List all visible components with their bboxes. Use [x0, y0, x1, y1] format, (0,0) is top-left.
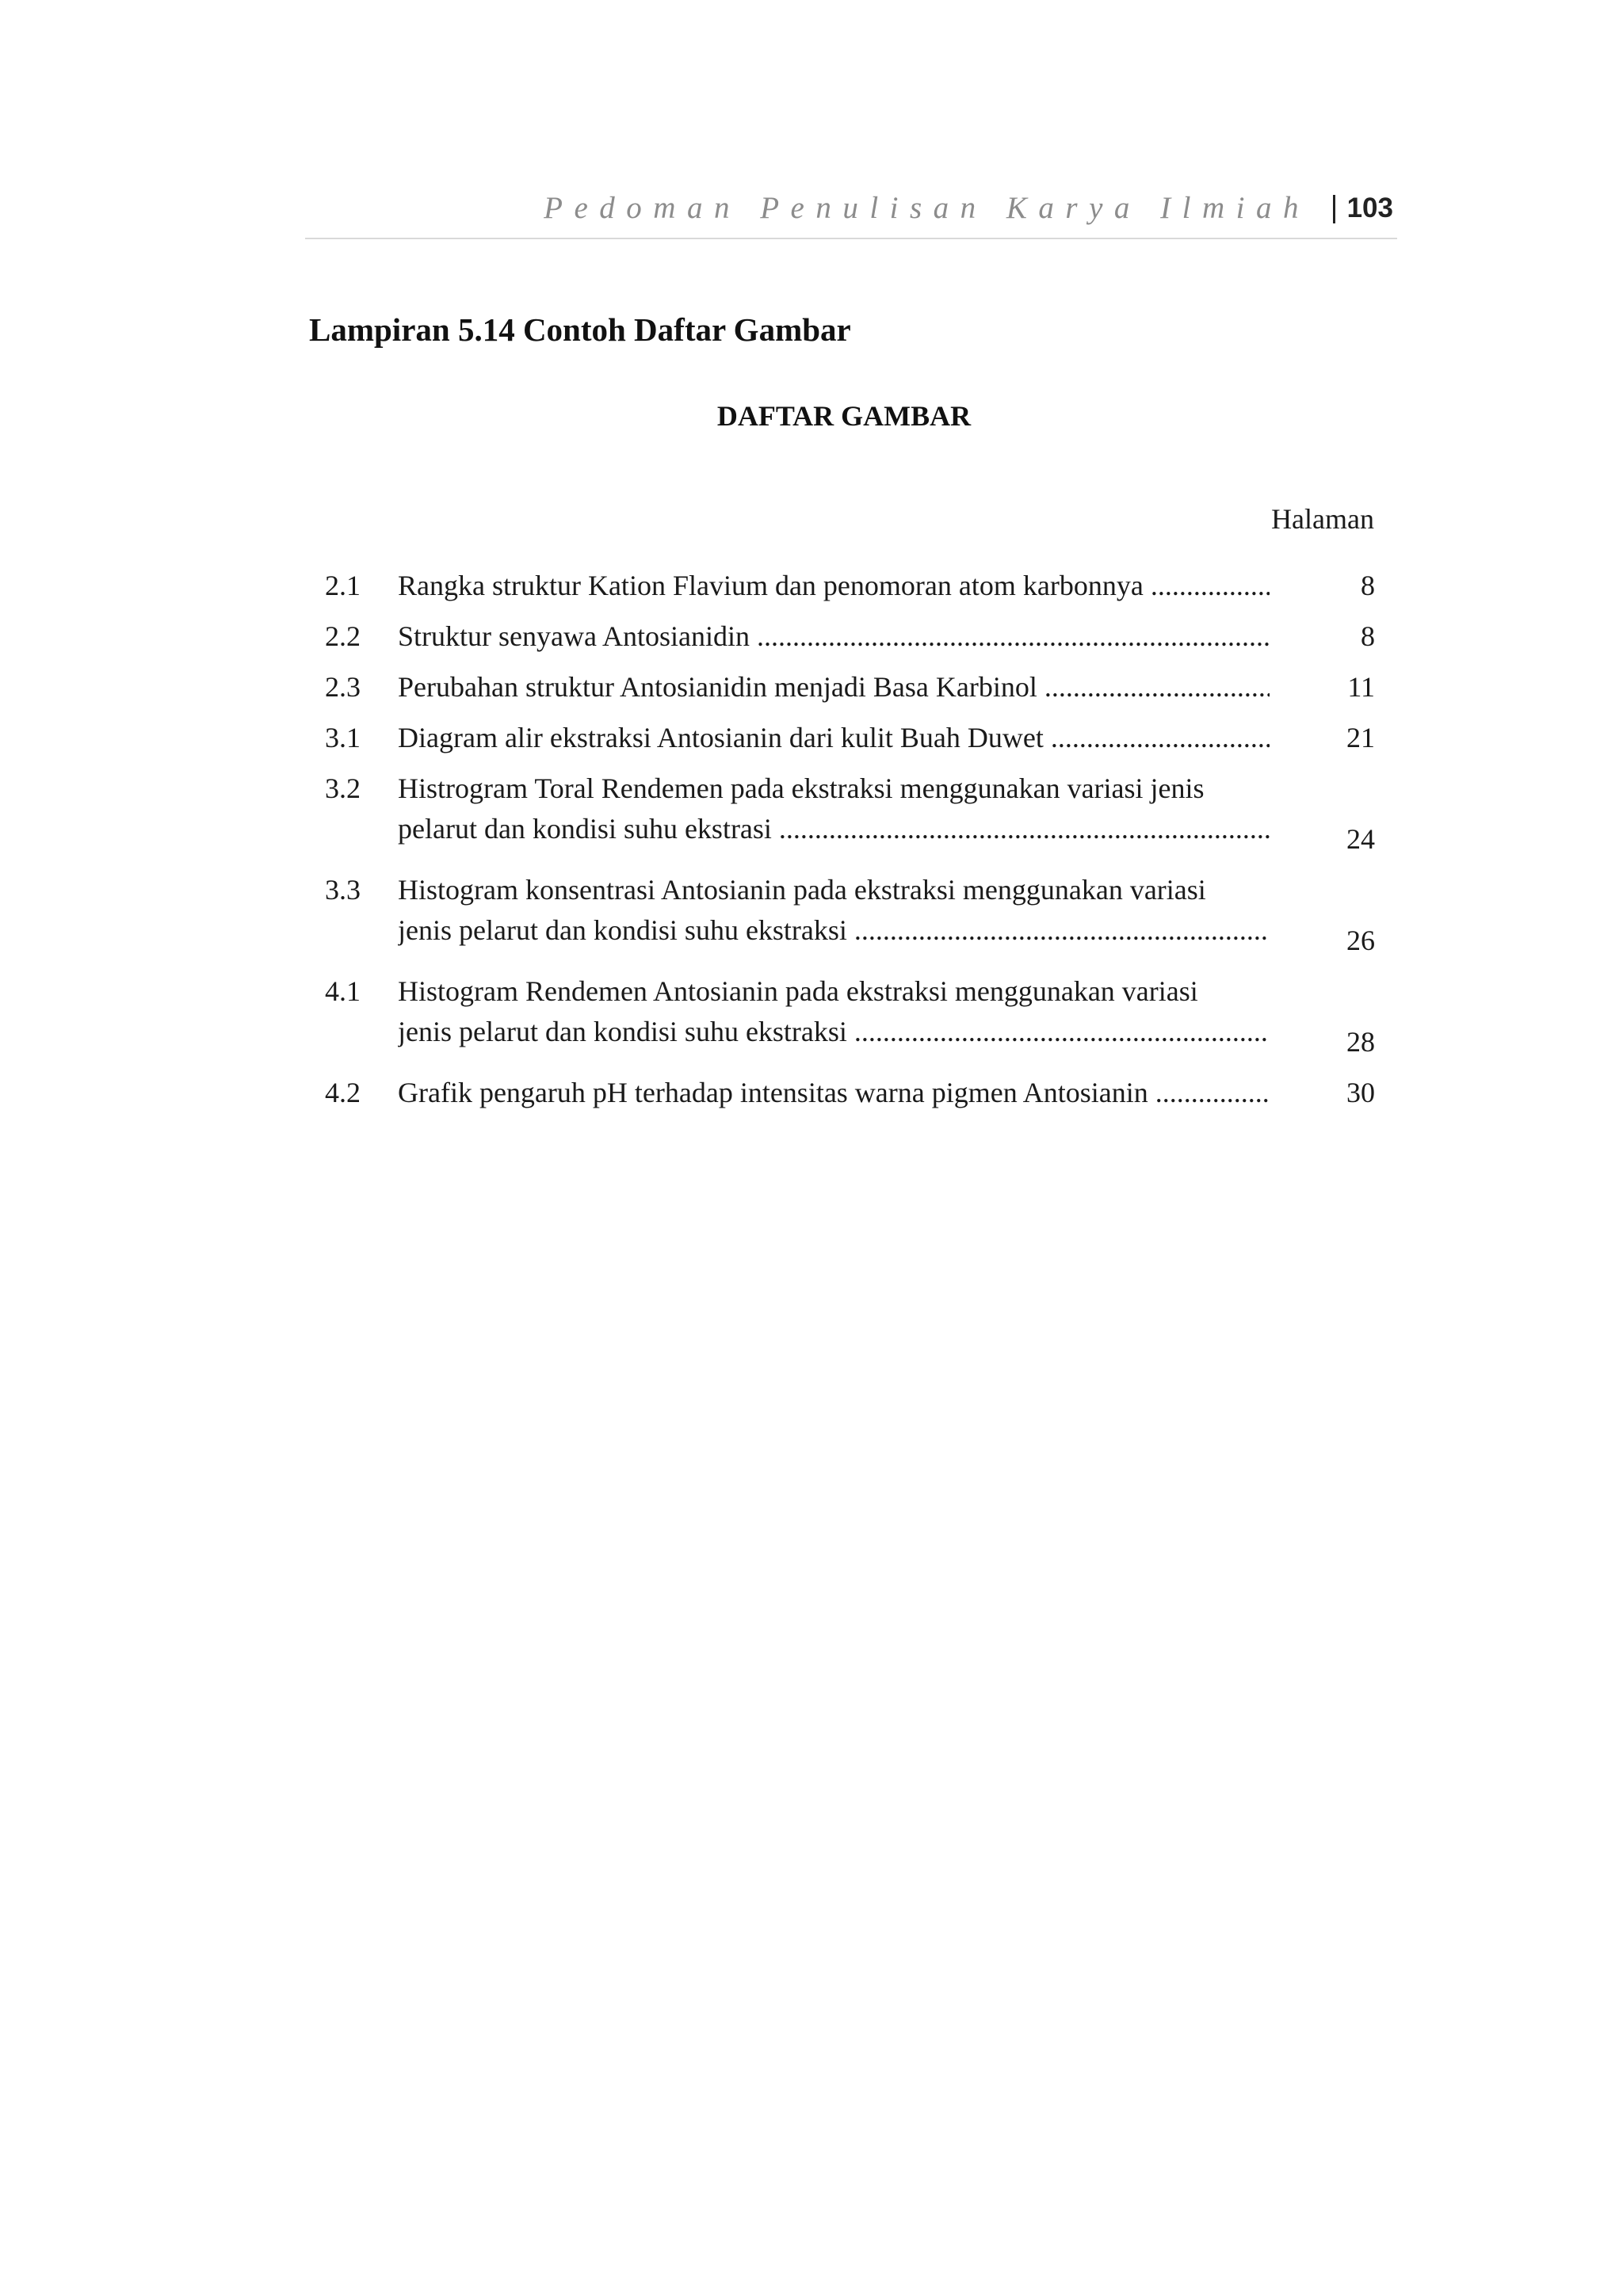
figure-page: 8	[1361, 620, 1375, 652]
figure-number: 3.1	[325, 722, 361, 753]
figure-page: 21	[1346, 722, 1375, 753]
running-title: Pedoman Penulisan Karya Ilmiah	[544, 191, 1310, 225]
figure-number: 2.2	[325, 620, 361, 652]
caption-line: Histogram konsentrasi Antosianin pada ekstraksi menggunakan variasi	[398, 874, 1206, 906]
page-column-label: Halaman	[1271, 503, 1374, 535]
figure-number: 2.1	[325, 570, 361, 601]
figure-caption	[398, 718, 1270, 758]
caption-line: Perubahan struktur Antosianidin menjadi Basa Karbinol .....	[398, 667, 1270, 707]
figure-page: 30	[1346, 1077, 1375, 1108]
figure-page: 11	[1347, 671, 1375, 703]
page-number: 103	[1346, 193, 1393, 223]
caption-line: pelarut dan kondisi suhu ekstrasi .....	[398, 809, 1270, 849]
figure-page: 24	[1346, 823, 1375, 855]
caption-line: Grafik pengaruh pH terhadap intensitas warna pigmen Antosianin .....	[398, 1073, 1270, 1113]
figure-caption	[398, 1073, 1270, 1113]
figure-page: 28	[1346, 1026, 1375, 1058]
caption-line: Histrogram Toral Rendemen pada ekstraksi menggunakan variasi jenis	[398, 772, 1205, 804]
caption-line: Rangka struktur Kation Flavium dan penomoran atom karbonnya .....	[398, 566, 1270, 606]
caption-line: Diagram alir ekstraksi Antosianin dari kulit Buah Duwet .....	[398, 718, 1270, 758]
figure-number: 3.2	[325, 772, 361, 804]
caption-line: jenis pelarut dan kondisi suhu ekstraksi .....	[398, 1012, 1270, 1052]
figure-caption	[398, 971, 1270, 1052]
figure-caption	[398, 566, 1270, 606]
header-separator	[1333, 195, 1335, 223]
appendix-heading: Lampiran 5.14 Contoh Daftar Gambar	[309, 311, 851, 348]
caption-line: Struktur senyawa Antosianidin .....	[398, 616, 1270, 657]
caption-line: jenis pelarut dan kondisi suhu ekstraksi .....	[398, 910, 1270, 951]
figure-number: 4.1	[325, 975, 361, 1007]
figure-caption	[398, 870, 1270, 951]
figure-caption	[398, 616, 1270, 657]
caption-line: Histogram Rendemen Antosianin pada ekstraksi menggunakan variasi	[398, 975, 1198, 1007]
list-title: DAFTAR GAMBAR	[716, 400, 972, 432]
running-header	[305, 189, 1397, 239]
figure-page: 8	[1361, 570, 1375, 601]
figure-number: 4.2	[325, 1077, 361, 1108]
figure-number: 3.3	[325, 874, 361, 906]
figure-page: 26	[1346, 925, 1375, 956]
figure-caption	[398, 667, 1270, 707]
figure-caption	[398, 769, 1270, 849]
figure-number: 2.3	[325, 671, 361, 703]
